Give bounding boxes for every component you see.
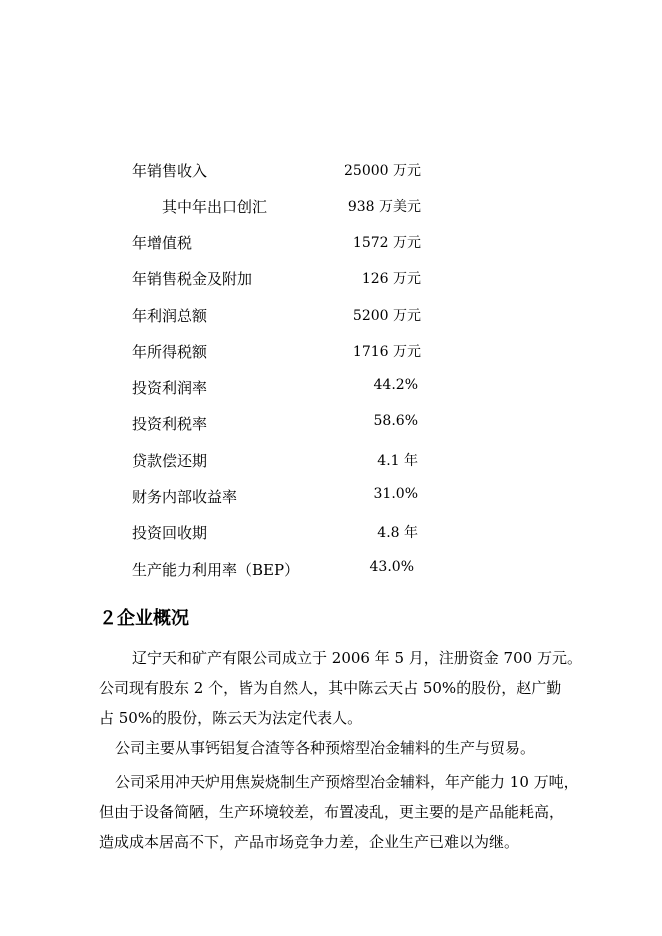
paragraph-line: 辽宁天和矿产有限公司成立于 2006 年 5 月，注册资金 700 万元。 <box>132 649 582 667</box>
indicator-row <box>0 377 662 401</box>
indicator-row <box>0 268 662 292</box>
paragraph-line: 公司主要从事钙铝复合渣等各种预熔型冶金辅料的生产与贸易。 <box>115 739 536 757</box>
indicator-row <box>0 232 662 256</box>
paragraph-production-status <box>99 767 579 857</box>
indicator-row <box>0 486 662 510</box>
indicator-value: 44.2% <box>373 377 418 393</box>
indicator-value: 25000 万元 <box>344 163 421 179</box>
paragraph-line: 公司采用冲天炉用焦炭烧制生产预熔型冶金辅料，年产能力 10 万吨， <box>115 773 579 791</box>
indicator-value: 4.8 年 <box>377 525 418 541</box>
indicator-row <box>0 413 662 437</box>
indicator-value: 31.0% <box>373 486 418 502</box>
indicator-row <box>0 522 662 546</box>
indicator-row <box>0 196 662 220</box>
indicator-row <box>0 559 662 583</box>
indicator-label: 贷款偿还期 <box>132 452 208 470</box>
indicator-value: 4.1 年 <box>377 453 418 469</box>
paragraph-line: 但由于设备简陋，生产环境较差，布置凌乱，更主要的是产品能耗高， <box>99 803 565 821</box>
paragraph-line: 占 50%的股份，陈云天为法定代表人。 <box>99 709 363 727</box>
indicator-row <box>0 341 662 365</box>
paragraph-company-intro <box>99 643 582 733</box>
indicator-value: 5200 万元 <box>352 308 421 324</box>
indicator-row <box>0 160 662 184</box>
indicator-value: 938 万美元 <box>347 199 421 215</box>
indicator-value: 1572 万元 <box>352 235 421 251</box>
indicator-label: 其中年出口创汇 <box>162 198 268 216</box>
indicator-value: 1716 万元 <box>352 344 421 360</box>
indicator-row <box>0 305 662 329</box>
indicator-label: 年所得税额 <box>132 343 208 361</box>
paragraph-business-scope <box>99 733 569 763</box>
paragraph-line: 造成成本居高不下，产品市场竞争力差，企业生产已难以为继。 <box>99 833 520 851</box>
indicator-label: 投资利润率 <box>132 379 208 397</box>
section-heading: ２企业概况 <box>99 608 189 629</box>
indicator-row <box>0 450 662 474</box>
indicator-label: 投资回收期 <box>132 524 208 542</box>
indicator-label: 投资利税率 <box>132 415 208 433</box>
indicator-value: 126 万元 <box>361 271 421 287</box>
indicator-label: 财务内部收益率 <box>132 488 238 506</box>
indicator-label: 年利润总额 <box>132 307 208 325</box>
indicator-value: 58.6% <box>373 413 418 429</box>
paragraph-line: 公司现有股东 2 个，皆为自然人，其中陈云天占 50%的股份，赵广勤 <box>99 679 562 697</box>
indicator-value: 43.0% <box>369 559 414 575</box>
indicator-label: 年增值税 <box>132 234 193 252</box>
indicator-label: 生产能力利用率（BEP） <box>132 561 300 579</box>
indicator-label: 年销售收入 <box>132 162 208 180</box>
indicator-label: 年销售税金及附加 <box>132 270 253 288</box>
